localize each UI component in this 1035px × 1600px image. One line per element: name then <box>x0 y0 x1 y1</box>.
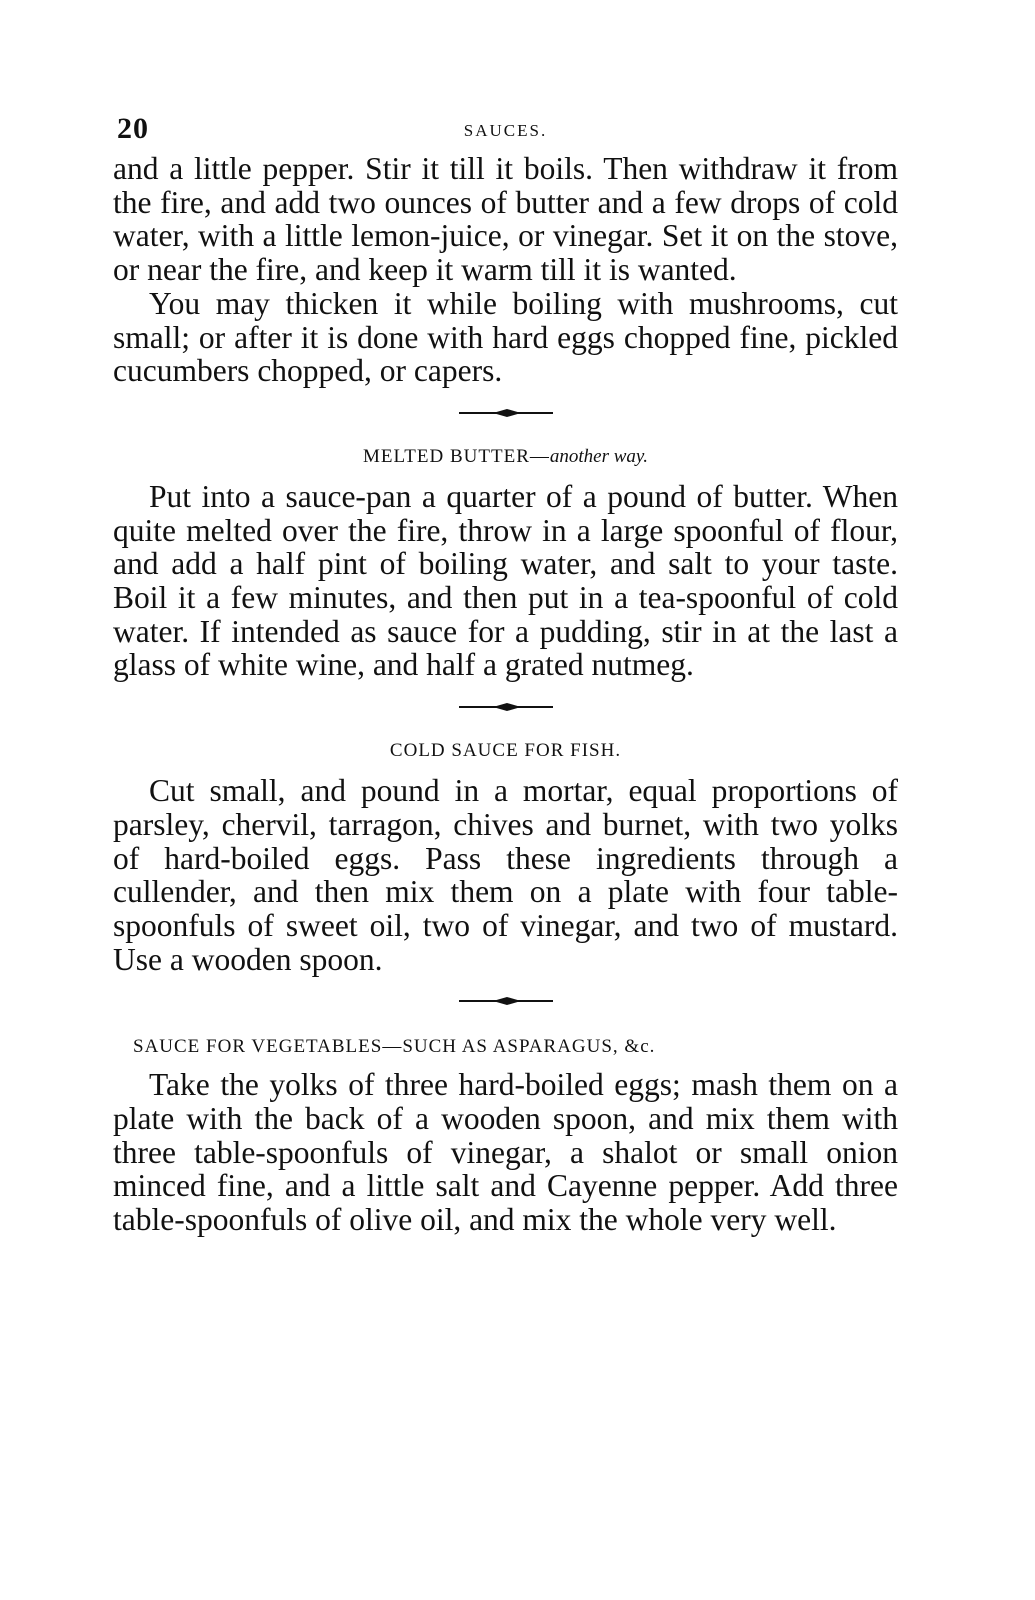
page-number: 20 <box>117 112 149 145</box>
section-heading-vegetable-sauce: SAUCE FOR VEGETABLES—SUCH AS ASPARAGUS, &c. <box>133 1036 656 1058</box>
section-divider-ornament <box>451 402 561 424</box>
section-divider-ornament <box>451 990 561 1012</box>
section-body-vegetable-sauce: Take the yolks of three hard-boiled eggs; mash them on a plate with the back of a wooden spoon, and mix them with three table-spoonfuls of vinegar, a shalot or small onion minced fine, and a little salt and Cayenne pepper. Add three table-spoonfuls of olive oil, and mix the whole very well. <box>113 1067 898 1238</box>
running-title: SAUCES. <box>463 121 548 140</box>
intro-paragraph-thicken: You may thicken it while boiling with mushrooms, cut small; or after it is done with hard eggs chopped fine, pickled cucumbers chopped, or capers. <box>113 285 898 389</box>
section-heading-melted-butter <box>113 444 898 470</box>
section-subheading: another way. <box>549 445 649 467</box>
section-heading-cold-sauce: COLD SAUCE FOR FISH. <box>389 740 622 762</box>
section-heading-text: MELTED BUTTER— <box>362 445 550 467</box>
intro-paragraph-continued: and a little pepper. Stir it till it boils. Then withdraw it from the fire, and add two ounces of butter and a few drops of cold water, with a little lemon-juice, or vinegar. Set it on the stove, or near the fire, and keep it warm till it is wanted. <box>113 151 898 288</box>
section-body-cold-sauce: Cut small, and pound in a mortar, equal proportions of parsley, chervil, tarragon, chives and burnet, with two yolks of hard-boiled eggs. Pass these ingredients through a cullender, and then mix them on a plate with four table-spoonfuls of sweet oil, two of vinegar, and two of mustard. Use a wooden spoon. <box>113 773 898 977</box>
section-body-melted-butter: Put into a sauce-pan a quarter of a pound of butter. When quite melted over the fire, throw in a large spoonful of flour, and add a half pint of boiling water, and salt to your taste. Boil it a few minutes, and then put in a tea-spoonful of cold water. If intended as sauce for a pudding, stir in at the last a glass of white wine, and half a grated nutmeg. <box>113 478 898 683</box>
book-page <box>113 112 898 1237</box>
section-divider-ornament <box>451 696 561 718</box>
running-head <box>113 112 898 152</box>
